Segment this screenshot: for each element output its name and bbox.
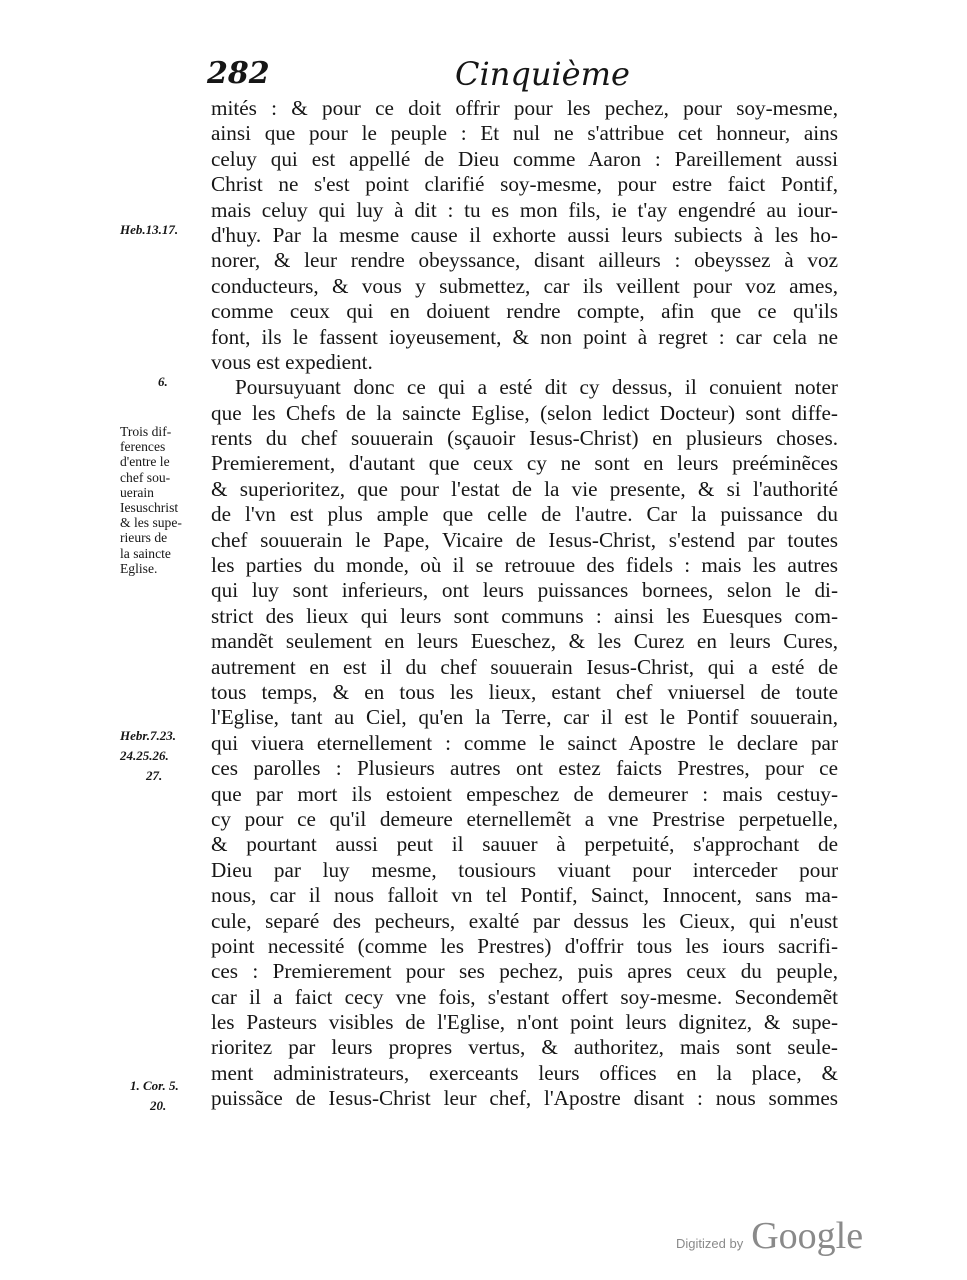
text-line: autrement en est il du chef souuerain Iesus-Christ, qui a esté de: [211, 654, 838, 679]
margin-ref-cor-verse: 20.: [150, 1098, 167, 1113]
gloss-line: la saincte: [120, 545, 171, 561]
text-line: Premierement, d'autant que ceux cy ne sont en leurs preéminẽces: [211, 451, 838, 476]
text-line: font, ils le fassent ioyeusement, & non point à regret : car cela ne: [211, 324, 838, 349]
gloss-line: d'entre le: [120, 454, 170, 470]
margin-gloss: [120, 424, 204, 576]
text-line: & pourtant aussi peut il sauuer à perpetuité, s'approchant de: [211, 832, 838, 857]
margin-ref-heb13: Heb.13.17.: [120, 222, 179, 237]
gloss-line: & les supe-: [120, 515, 182, 531]
text-line: d'huy. Par la mesme cause il exhorte aussi leurs subiects à les ho-: [211, 222, 838, 247]
text-line: ment administrateurs, exerceants leurs offices en la place, &: [211, 1060, 838, 1085]
text-line: l'Eglise, tant au Ciel, qu'en la Terre, car il est le Pontif souuerain,: [211, 705, 838, 730]
text-line: comme ceux qui en doiuent rendre compte, afin que ce qu'ils: [211, 299, 838, 324]
page-number: 282: [207, 56, 270, 91]
text-line: & superioritez, que pour l'estat de la vie presente, & si l'authorité: [211, 476, 838, 501]
text-line: les Pasteurs visibles de l'Eglise, n'ont point leurs dignitez, & supe-: [211, 1010, 838, 1035]
text-line: strict des lieux qui leurs sont communs : ainsi les Euesques com-: [211, 603, 838, 628]
text-line: mais celuy qui luy à dit : tu es mon fils, ie t'ay engendré au iour-: [211, 197, 838, 222]
text-line: celuy qui est appellé de Dieu comme Aaron : Pareillement aussi: [211, 146, 838, 171]
text-line: mités : & pour ce doit offrir pour les pechez, pour soy-mesme,: [211, 96, 838, 120]
text-line: que les Chefs de la saincte Eglise, (selon ledict Docteur) sont diffe-: [211, 400, 838, 425]
text-line: ainsi que pour le peuple : Et nul ne s'attribue cet honneur, ains: [211, 121, 838, 146]
gloss-line: uerain: [120, 484, 154, 500]
text-line: conducteurs, & vous y submettez, car ils veillent pour voz ames,: [211, 273, 838, 298]
margin-ref-heb7: Hebr.7.23.: [120, 728, 176, 743]
google-logo: Google: [751, 1215, 864, 1257]
text-line: puissãce de Iesus-Christ leur chef, l'Apostre disant : nous sommes: [211, 1086, 838, 1111]
text-line: rents du chef souuerain (sçauoir Iesus-Christ) en plusieurs choses.: [211, 426, 838, 451]
gloss-line: chef sou-: [120, 469, 171, 485]
running-header: [0, 52, 967, 96]
margin-ref-cor: 1. Cor. 5.: [130, 1078, 179, 1093]
running-title: Cinquième: [455, 55, 630, 93]
watermark-by-text: Digitized by: [676, 1236, 744, 1251]
gloss-line: rieurs de: [120, 530, 168, 546]
text-line: cy pour ce qu'il demeure eternellemẽt a vne Prestrise perpetuelle,: [211, 806, 838, 831]
text-line: point necessité (comme les Prestres) d'offrir tous les iours sacrifi-: [211, 933, 838, 958]
text-line: qui luy sont inferieurs, ont leurs puissances bornees, selon le di-: [211, 578, 838, 603]
gloss-line: Eglise.: [120, 560, 158, 576]
text-line: les parties du monde, où il se retrouue des fidels : mais les autres: [211, 553, 838, 578]
text-line: Christ ne s'est point clarifié soy-mesme, pour estre faict Pontif,: [211, 172, 838, 197]
text-line: qui viuera eternellement : comme le sainct Apostre le declare par: [211, 730, 838, 755]
margin-ref-heb7-verses: 24.25.26.: [120, 748, 169, 763]
paragraph-start-line: Poursuyuant donc ce qui a esté dit cy dessus, il conuient noter: [235, 375, 838, 400]
gloss-line: Trois dif-: [120, 424, 172, 439]
text-line: ces : Premierement pour ses pechez, puis apres ceux du peuple,: [211, 959, 838, 984]
text-line: que par mort ils estoient empeschez de demeurer : mais cestuy-: [211, 781, 838, 806]
text-line: norer, & leur rendre obeyssance, disant ailleurs : obeyssez à voz: [211, 248, 838, 273]
text-line: tous temps, & en tous les lieux, estant chef vniuersel de toute: [211, 679, 838, 704]
text-line: vous est expedient.: [211, 349, 373, 374]
margin-ref-heb7-verse: 27.: [146, 768, 163, 783]
text-line: chef souuerain le Pape, Vicaire de Iesus-Christ, s'estend par toutes: [211, 527, 838, 552]
text-line: de l'vn est plus ample que celle de l'autre. Car la puissance du: [211, 502, 838, 527]
body-text: [211, 96, 838, 1112]
margin-section-number: 6.: [158, 374, 168, 389]
text-line: cule, separé des pecheurs, exalté par dessus les Cieux, qui n'eust: [211, 908, 838, 933]
gloss-line: Iesuschrist: [120, 500, 179, 516]
text-line: rioritez par leurs propres vertus, & authoritez, mais sont seule-: [211, 1035, 838, 1060]
text-line: mandẽt seulement en leurs Eueschez, & les Curez en leurs Cures,: [211, 629, 838, 654]
text-line: Dieu par luy mesme, tousiours viuant pour interceder pour: [211, 857, 838, 882]
gloss-line: ferences: [120, 439, 166, 455]
digitized-watermark: [676, 1214, 863, 1258]
text-line: ces parolles : Plusieurs autres ont estez faicts Prestres, pour ce: [211, 756, 838, 781]
text-line: car il a faict cecy vne fois, s'estant offert soy-mesme. Secondemẽt: [211, 984, 838, 1009]
text-line: nous, car il nous falloit vn tel Pontif, Sainct, Innocent, sans ma-: [211, 883, 838, 908]
